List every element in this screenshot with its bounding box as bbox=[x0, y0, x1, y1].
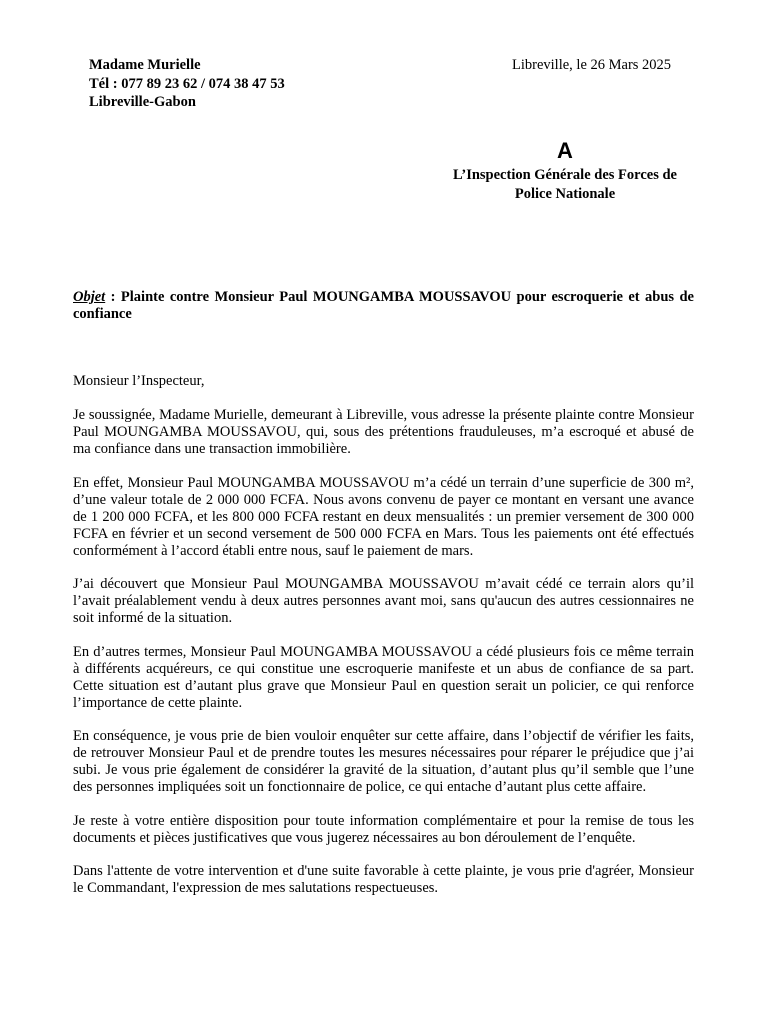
sender-phone: Tél : 077 89 23 62 / 074 38 47 53 bbox=[89, 75, 285, 92]
paragraph-6: Je reste à votre entière disposition pour toute information complémentaire et pour la remise de tous les documents et pièces justificatives que vous jugerez nécessaires au bon déroulement de l’enquête. bbox=[73, 812, 694, 846]
subject-text: Plainte contre Monsieur Paul MOUNGAMBA MOUSSAVOU pour escroquerie et abus de confiance bbox=[73, 289, 694, 322]
letter-body bbox=[73, 373, 694, 914]
paragraph-2: En effet, Monsieur Paul MOUNGAMBA MOUSSAVOU m’a cédé un terrain d’une superficie de 300 m², d’une valeur totale de 2 000 000 FCFA. Nous avons convenu de payer ce montant en versant une avance de 1 200 000 FCFA, et les 800 000 FCFA restant en deux mensualités : un premier versement de 300 000 FCFA en février et un second versement de 500 000 FCFA en Mars. Tous les paiements ont été effectués conformément à l’accord établi entre nous, sauf le paiement de mars. bbox=[73, 474, 694, 559]
paragraph-3: J’ai découvert que Monsieur Paul MOUNGAMBA MOUSSAVOU m’avait cédé ce terrain alors qu’il l’avait préalablement vendu à deux autres personnes avant moi, sans qu'aucun des autres cessionnaires ne soit informé de la situation. bbox=[73, 576, 694, 626]
paragraph-4: En d’autres termes, Monsieur Paul MOUNGAMBA MOUSSAVOU a cédé plusieurs fois ce même terrain à différents acquéreurs, ce qui constitue une escroquerie manifeste et un abus de confiance de sa part. Cette situation est d’autant plus grave que Monsieur Paul en question serait un policier, ce qui renforce l’importance de cette plainte. bbox=[73, 643, 694, 711]
sender-block bbox=[89, 56, 285, 112]
addressee-block bbox=[440, 166, 690, 203]
greeting: Monsieur l’Inspecteur, bbox=[73, 373, 205, 389]
paragraph-1: Je soussignée, Madame Murielle, demeurant à Libreville, vous adresse la présente plainte contre Monsieur Paul MOUNGAMBA MOUSSAVOU, qui, sous des prétentions frauduleuses, m’a escroqué et abusé de ma confiance dans une transaction immobilière. bbox=[73, 407, 694, 457]
addressee-line-1: L’Inspection Générale des Forces de bbox=[453, 167, 677, 183]
addressee-line-2: Police Nationale bbox=[514, 185, 616, 202]
sender-name: Madame Murielle bbox=[89, 57, 201, 73]
subject-separator: : bbox=[105, 289, 121, 305]
sender-city: Libreville-Gabon bbox=[89, 94, 196, 110]
subject-line bbox=[73, 289, 694, 323]
subject-label: Objet bbox=[73, 289, 106, 305]
date-line: Libreville, le 26 Mars 2025 bbox=[512, 57, 672, 73]
addressee-prefix: A bbox=[557, 138, 573, 163]
paragraph-7: Dans l'attente de votre intervention et d'une suite favorable à cette plainte, je vous prie d'agréer, Monsieur le Commandant, l'expression de mes salutations respectueuses. bbox=[73, 863, 694, 896]
paragraph-5: En conséquence, je vous prie de bien vouloir enquêter sur cette affaire, dans l’objectif de vérifier les faits, de retrouver Monsieur Paul et de prendre toutes les mesures nécessaires pour réparer le préjudice que j’ai subi. Je vous prie également de considérer la gravité de la situation, d’autant plus qu’il semble que l’une des personnes impliquées soit un fonctionnaire de police, ce qui entache d’autant plus cette affaire. bbox=[73, 728, 694, 795]
